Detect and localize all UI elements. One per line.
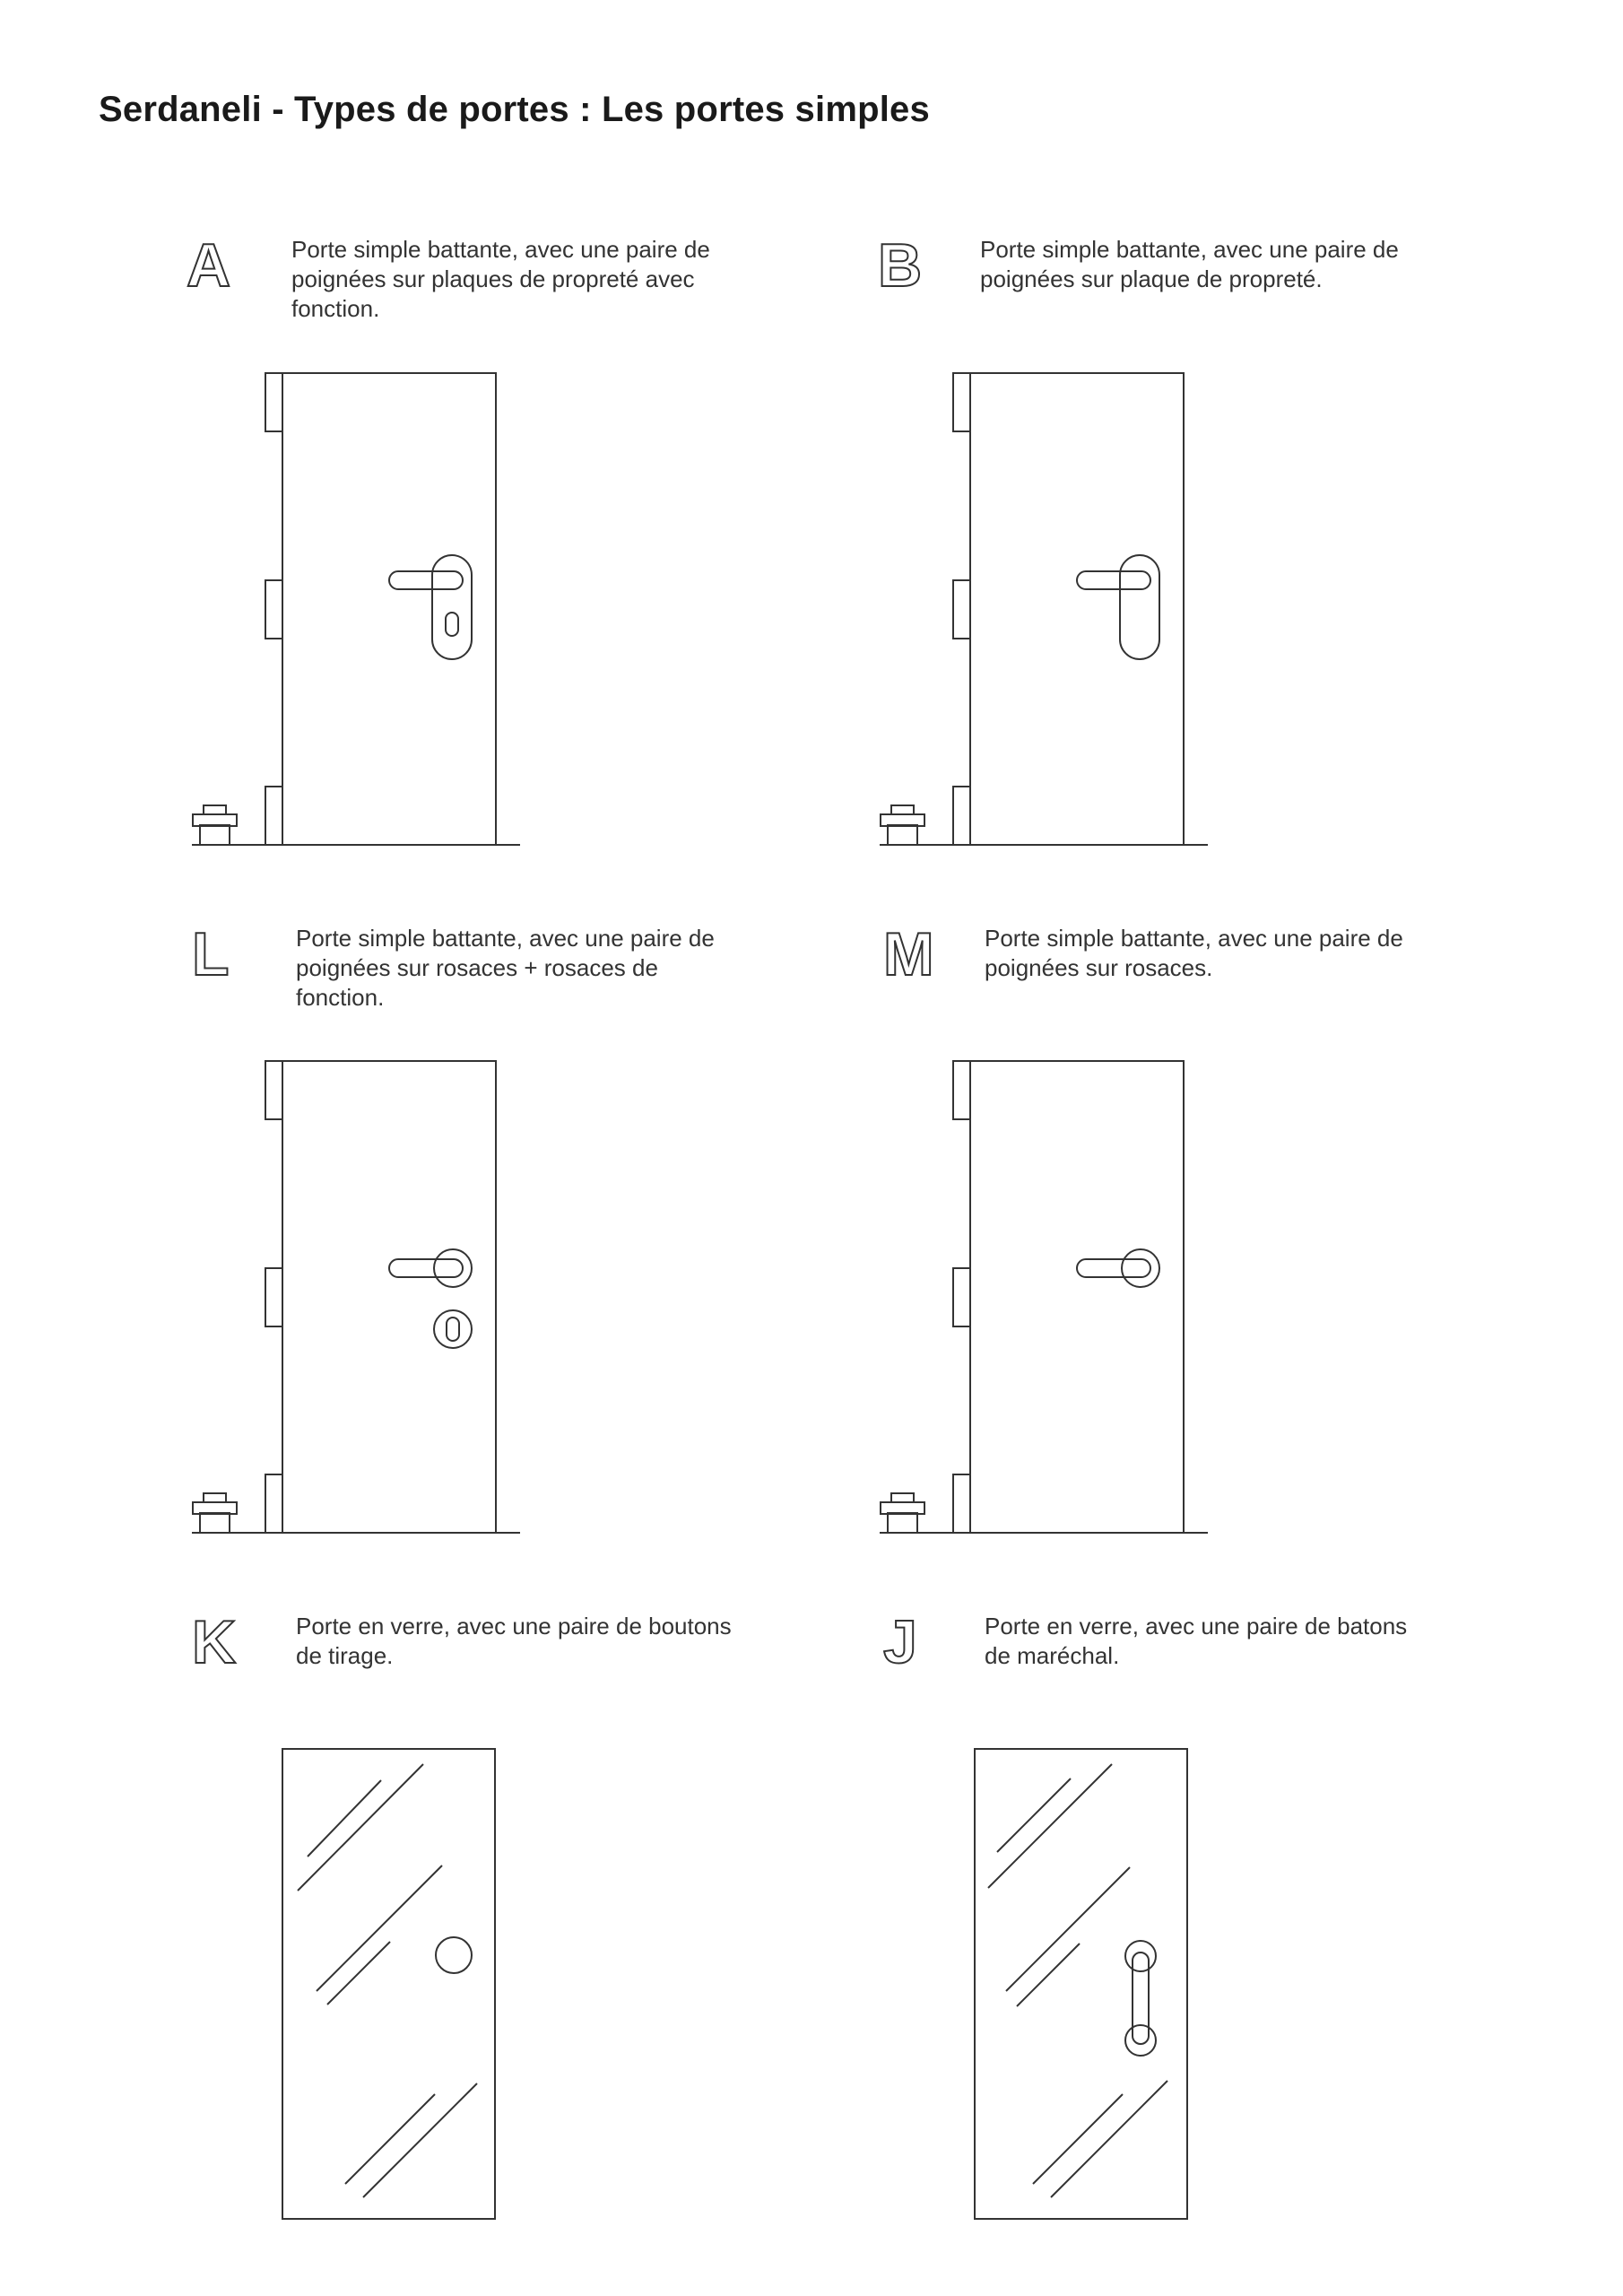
pull-bar-icon <box>1125 1941 1156 2056</box>
door-stop-icon <box>881 805 924 845</box>
lever-handle-on-plate-icon <box>389 555 472 659</box>
lever-handle-on-rosette-icon <box>1077 1249 1159 1287</box>
glass-door-drawing-k <box>278 1744 502 2220</box>
door-stop-icon <box>193 1493 237 1533</box>
door-drawing-a <box>188 368 529 852</box>
door-type-letter-b: B <box>878 231 923 300</box>
door-type-letter-a: A <box>187 231 231 300</box>
door-drawing-l <box>188 1056 529 1540</box>
glass-door-drawing-j <box>970 1744 1194 2220</box>
glass-reflection-lines <box>298 1764 477 2197</box>
pull-knob-icon <box>436 1937 472 1973</box>
door-drawing-b <box>875 368 1216 852</box>
door-type-description-b: Porte simple battante, avec une paire de poignées sur plaque de propreté. <box>980 236 1399 292</box>
door-type-description-l: Porte simple battante, avec une paire de poignées sur rosaces + rosaces de fonction. <box>296 925 715 1011</box>
door-type-description-k: Porte en verre, avec une paire de boutons de tirage. <box>296 1613 732 1669</box>
door-type-letter-m: M <box>883 920 934 988</box>
glass-reflection-lines <box>988 1764 1167 2197</box>
door-type-description-m: Porte simple battante, avec une paire de poignées sur rosaces. <box>985 925 1403 981</box>
door-type-letter-j: J <box>883 1608 917 1676</box>
door-type-letter-l: L <box>192 920 230 988</box>
door-type-description-a: Porte simple battante, avec une paire de poignées sur plaques de propreté avec fonction. <box>291 236 710 322</box>
door-drawing-m <box>875 1056 1216 1540</box>
page-title: Serdaneli - Types de portes : Les portes simples <box>99 90 930 129</box>
lever-handle-on-rosette-icon <box>389 1249 472 1287</box>
door-type-letter-k: K <box>192 1608 237 1676</box>
door-stop-icon <box>193 805 237 845</box>
function-rosette-icon <box>434 1310 472 1348</box>
door-type-description-j: Porte en verre, avec une paire de batons de maréchal. <box>985 1613 1408 1669</box>
lever-handle-on-plate-icon <box>1077 555 1159 659</box>
door-stop-icon <box>881 1493 924 1533</box>
